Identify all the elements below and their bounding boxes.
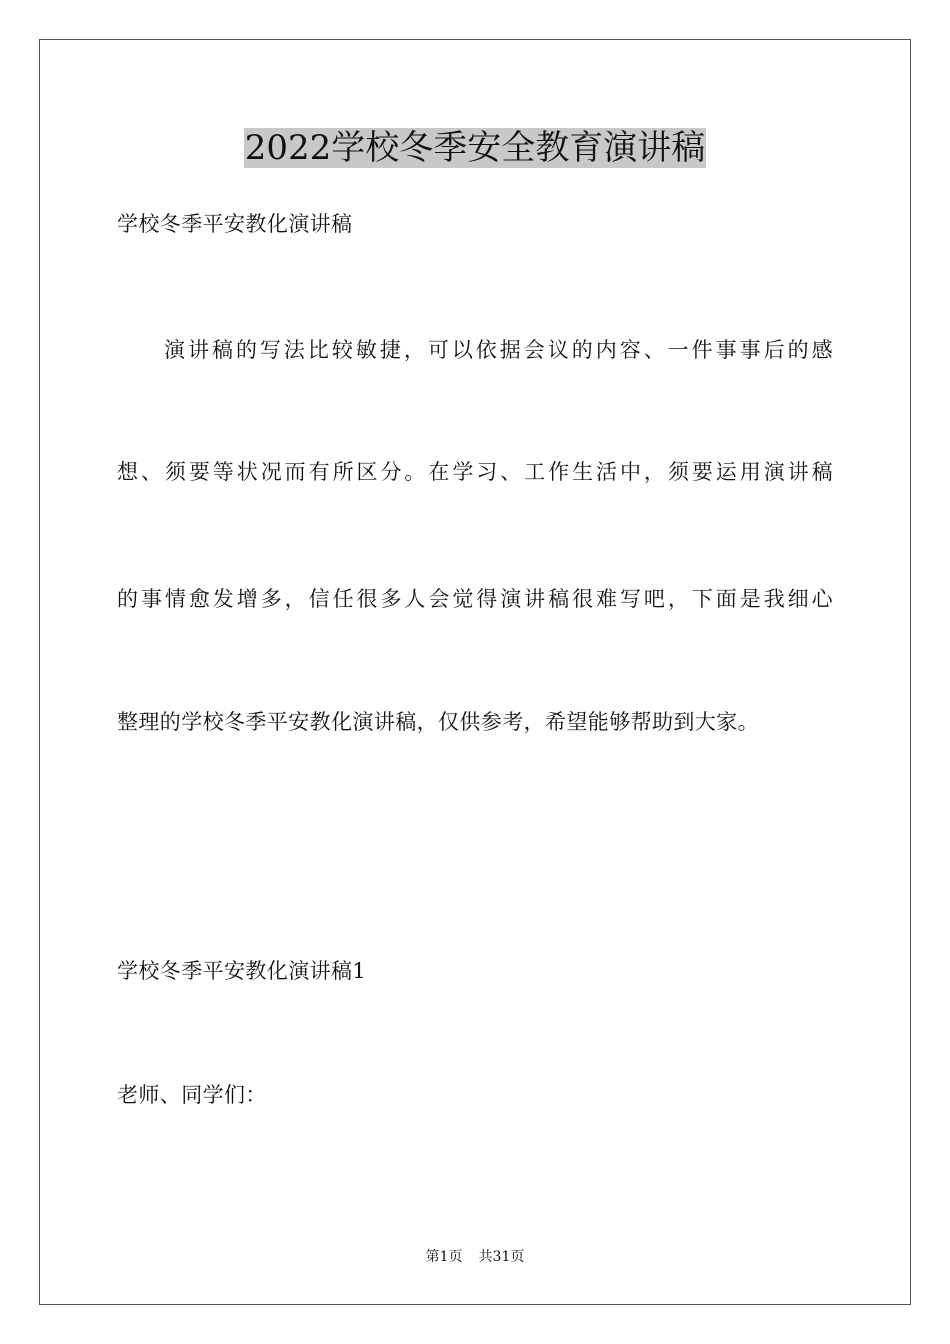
document-title-text: 2022学校冬季安全教育演讲稿 — [244, 128, 706, 168]
intro-line-3: 的事情愈发增多，信任很多人会觉得演讲稿很难写吧，下面是我细心 — [117, 587, 833, 611]
page-footer — [0, 1247, 950, 1267]
intro-line-4: 整理的学校冬季平安教化演讲稿，仅供参考，希望能够帮助到大家。 — [117, 710, 759, 734]
document-subtitle: 学校冬季平安教化演讲稿 — [117, 212, 353, 236]
document-title — [0, 124, 950, 172]
page-number-total: 共31页 — [478, 1249, 525, 1265]
salutation: 老师、同学们： — [117, 1083, 267, 1107]
page-number-current: 第1页 — [425, 1249, 463, 1265]
section-heading: 学校冬季平安教化演讲稿1 — [117, 959, 367, 983]
intro-line-2: 想、须要等状况而有所区分。在学习、工作生活中，须要运用演讲稿 — [117, 460, 833, 484]
intro-line-1: 演讲稿的写法比较敏捷，可以依据会议的内容、一件事事后的感 — [164, 338, 833, 362]
